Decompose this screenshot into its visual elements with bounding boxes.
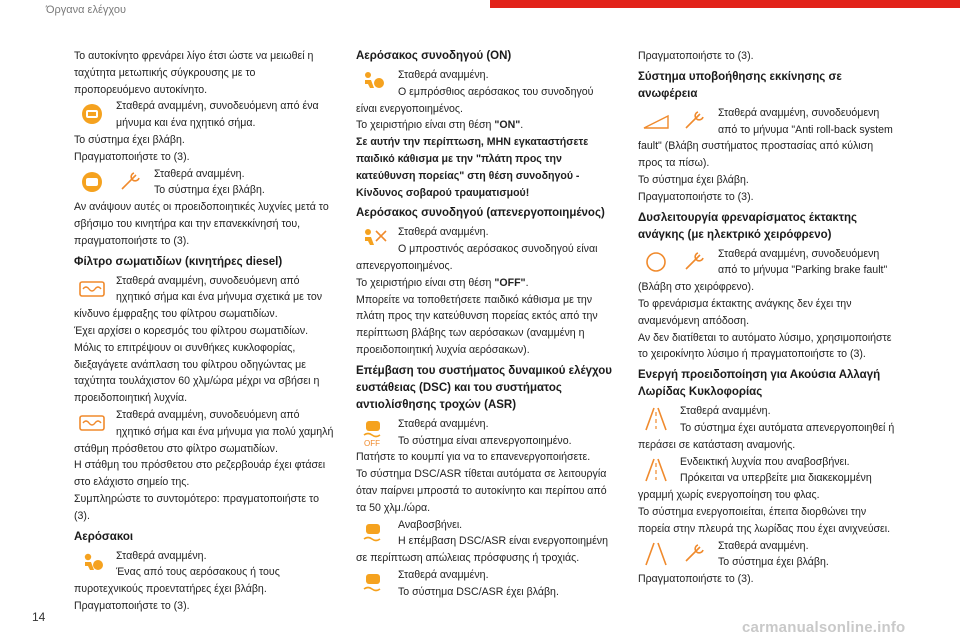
paragraph: Σταθερά αναμμένη.: [718, 539, 809, 552]
paragraph: Σταθερά αναμμένη.: [398, 226, 489, 239]
dsc-active-icon: [356, 518, 394, 548]
icon-block: [74, 548, 334, 598]
icon-block: [74, 273, 334, 323]
header-accent-bar: [490, 0, 960, 8]
text: .: [520, 119, 524, 132]
paragraph: Σταθερά αναμμένη.: [398, 568, 489, 581]
paragraph: Πραγματοποιήστε το (3).: [638, 573, 754, 586]
paragraph: [356, 275, 616, 292]
paragraph: Ο εμπρόσθιος αερόσακος του συνοδηγού είναι ενεργοποιημένος.: [356, 85, 594, 115]
icon-block: [356, 567, 616, 601]
lane-keeping-fault-icon: [638, 539, 714, 569]
paragraph: Σταθερά αναμμένη, συνοδευόμενη από το μήνυμα "Parking brake fault" (Βλάβη στο χειρόφρενο).: [638, 247, 888, 294]
paragraph: Το φρενάρισμα έκτακτης ανάγκης δεν έχει την αναμενόμενη απόδοση.: [638, 297, 852, 327]
icon-block: [356, 67, 616, 117]
paragraph: Πατήστε το κουμπί για να το επανενεργοποιήσετε.: [356, 451, 591, 464]
paragraph: Σταθερά αναμμένη, συνοδευόμενη από ηχητικό σήμα και ένα μήνυμα σχετικά με τον κίνδυνο έμφραξης του φίλτρου σωματιδίων.: [74, 274, 323, 321]
paragraph: Το σύστημα DSC/ASR έχει βλάβη.: [398, 585, 559, 598]
heading: Φίλτρο σωματιδίων (κινητήρες diesel): [74, 255, 283, 268]
icon-block: [356, 416, 616, 450]
icon-block: [74, 166, 334, 200]
icon-block: [638, 403, 898, 453]
collision-and-service-icon: [74, 167, 150, 197]
paragraph: Πραγματοποιήστε το (3).: [638, 190, 754, 203]
paragraph: Αν δεν διατίθεται το αυτόματο λύσιμο, χρησιμοποιήστε το χειροκίνητο λύσιμο ή πραγματοποιήστε το (3).: [638, 331, 892, 361]
text: .: [525, 276, 529, 289]
paragraph: Σταθερά αναμμένη.: [116, 549, 207, 562]
heading: Αερόσακος συνοδηγού (απενεργοποιημένος): [356, 207, 605, 220]
paragraph: Πραγματοποιήστε το (3).: [638, 50, 754, 62]
paragraph: Το σύστημα DSC/ASR τίθεται αυτόματα σε λειτουργία όταν παίρνει μπροστά το αυτοκίνητο και περίπου από τα 50 χλμ./ώρα.: [356, 468, 607, 514]
paragraph: Ένας από τους αερόσακους ή τους πυροτεχνικούς προεντατήρες έχει βλάβη.: [74, 566, 280, 596]
icon-block: [74, 98, 334, 132]
paragraph: Η επέμβαση DSC/ASR είναι ενεργοποιημένη σε περίπτωση απώλειας πρόσφυσης ή τροχιάς.: [356, 535, 608, 565]
icon-block: [356, 517, 616, 567]
paragraph: Σταθερά αναμμένη.: [154, 167, 245, 180]
particle-filter-icon: [74, 274, 112, 304]
lane-keeping-icon: [638, 404, 676, 434]
text: Το χειριστήριο είναι στη θέση: [356, 276, 495, 289]
column-2: [356, 48, 616, 601]
paragraph: Ο μπροστινός αερόσακος συνοδηγού είναι απενεργοποιημένος.: [356, 243, 598, 272]
paragraph: Συμπληρώστε το συντομότερο: πραγματοποιήστε το (3).: [74, 492, 319, 522]
paragraph: Πραγματοποιήστε το (3).: [74, 150, 190, 163]
icon-block: [638, 246, 898, 296]
paragraph: Ενδεικτική λυχνία που αναβοσβήνει.: [680, 455, 850, 468]
watermark: carmanualsonline.info: [742, 619, 906, 636]
text: Το χειριστήριο είναι στη θέση: [356, 119, 495, 132]
paragraph: Σταθερά αναμμένη, συνοδευόμενη από το μήνυμα "Anti roll-back system fault" (Βλάβη συστήματος προστασίας από κύλιση προς τα πίσω).: [638, 106, 893, 170]
icon-off-label: OFF: [364, 438, 380, 447]
paragraph: [356, 117, 616, 134]
hill-start-assist-fault-icon: [638, 106, 714, 136]
dsc-off-icon: [356, 417, 394, 447]
icon-block: [638, 454, 898, 504]
passenger-airbag-on-icon: [356, 68, 394, 98]
icon-block: [74, 407, 334, 457]
lane-keeping-active-icon: [638, 455, 676, 485]
paragraph: Το σύστημα ενεργοποιείται, έπειτα διορθώνει την πορεία στην πλευρά της λωρίδας που έχει ανιχνεύσει.: [638, 505, 891, 535]
icon-block: [356, 224, 616, 274]
paragraph: Σταθερά αναμμένη.: [398, 69, 489, 81]
heading: Επέμβαση του συστήματος δυναμικού ελέγχου ευστάθειας (DSC) και του συστήματος αντιολίσθησης τροχών (ASR): [356, 364, 612, 411]
page-number: 14: [32, 610, 46, 624]
heading: Ενεργή προειδοποίηση για Ακούσια Αλλαγή Λωρίδας Κυκλοφορίας: [638, 369, 881, 399]
paragraph: Πραγματοποιήστε το (3).: [74, 599, 190, 612]
parking-brake-fault-icon: [638, 247, 714, 277]
paragraph: Το αυτοκίνητο φρενάρει λίγο έτσι ώστε να μειωθεί η ταχύτητα μετωπικής σύγκρουσης με το προπορευόμενο αυτοκίνητο.: [74, 50, 314, 96]
text: "OFF": [494, 276, 526, 289]
heading: Αερόσακος συνοδηγού (ON): [356, 50, 512, 62]
paragraph: Το σύστημα έχει βλάβη.: [638, 173, 749, 186]
paragraph: Μπορείτε να τοποθετήσετε παιδικό κάθισμα με την πλάτη προς την κατεύθυνση πορείας εκτός από την περίπτωση βλάβης των αερόσακων (αναμμένη η προειδοποιητική λυχνία αερόσακων).: [356, 293, 598, 356]
paragraph: Αναβοσβήνει.: [398, 518, 463, 531]
paragraph: Έχει αρχίσει ο κορεσμός του φίλτρου σωματιδίων.: [74, 324, 309, 337]
particle-filter-additive-icon: [74, 408, 112, 438]
airbag-icon: [74, 549, 112, 579]
column-3: [638, 48, 898, 588]
paragraph: Το σύστημα είναι απενεργοποιημένο.: [398, 434, 572, 447]
paragraph: Αν ανάψουν αυτές οι προειδοποιητικές λυχνίες μετά το σβήσιμο του κινητήρα και την επανεκκίνησή του, πραγματοποιήστε το (3).: [74, 201, 329, 247]
paragraph: Η στάθμη του πρόσθετου στο ρεζερβουάρ έχει φτάσει στο ελάχιστο σημείο της.: [74, 459, 326, 489]
paragraph: Σταθερά αναμμένη.: [398, 417, 489, 430]
paragraph: Σταθερά αναμμένη, συνοδευόμενη από ένα μήνυμα και ένα ηχητικό σήμα.: [116, 100, 319, 130]
paragraph: Το σύστημα έχει βλάβη.: [74, 133, 185, 146]
paragraph: Το σύστημα έχει βλάβη.: [154, 184, 265, 197]
warning-text: Σε αυτήν την περίπτωση, ΜΗΝ εγκαταστήσετε παιδικό κάθισμα με την "πλάτη προς την κατεύθυνση πορείας" στη θέση συνοδηγού - Κίνδυνος σοβαρού τραυματισμού!: [356, 136, 589, 199]
paragraph: Μόλις το επιτρέψουν οι συνθήκες κυκλοφορίας, διεξαγάγετε ανάπλαση του φίλτρου οδηγώντας με ταχύτητα τουλάχιστον 60 χλμ/ώρα μέχρι να σβήσει η προειδοποιητική λυχνία.: [74, 341, 320, 405]
heading: Σύστημα υποβοήθησης εκκίνησης σε ανωφέρεια: [638, 70, 842, 100]
paragraph: Το σύστημα έχει αυτόματα απενεργοποιηθεί ή περάσει σε κατάσταση αναμονής.: [638, 421, 895, 451]
text: "ON": [494, 119, 521, 132]
paragraph: Σταθερά αναμμένη.: [680, 405, 771, 418]
paragraph: Το σύστημα έχει βλάβη.: [718, 556, 829, 569]
collision-warning-icon: [74, 99, 112, 129]
heading: Δυσλειτουργία φρεναρίσματος έκτακτης ανάγκης (με ηλεκτρικό χειρόφρενο): [638, 211, 857, 241]
paragraph: Σταθερά αναμμένη, συνοδευόμενη από ηχητικό σήμα και ένα μήνυμα για πολύ χαμηλή στάθμη πρόσθετου στο φίλτρο σωματιδίων.: [74, 408, 334, 455]
passenger-airbag-off-icon: [356, 225, 394, 255]
dsc-fault-icon: [356, 568, 394, 598]
column-1: [74, 48, 334, 615]
section-title: Όργανα ελέγχου: [46, 4, 126, 16]
heading: Αερόσακοι: [74, 530, 134, 543]
paragraph: Πρόκειται να υπερβείτε μια διακεκομμένη γραμμή χωρίς ενεργοποίηση του φλας.: [638, 472, 872, 502]
icon-block: [638, 538, 898, 572]
icon-block: [638, 105, 898, 172]
